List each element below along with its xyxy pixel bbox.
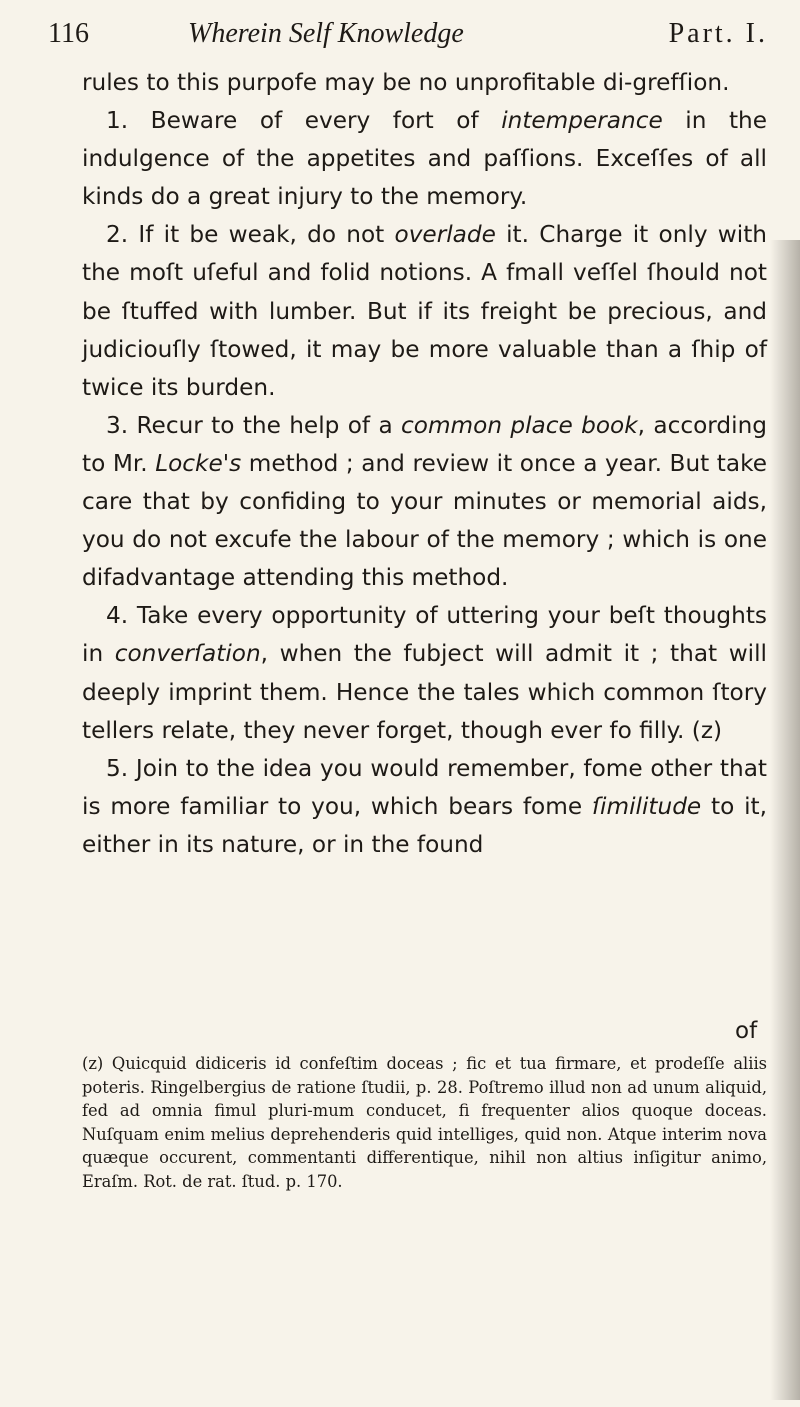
rule-2-text-cont: it. Charge it only with the moſt uſeful and folid notions. A fmall veſſel ſhould not be ſtuffed with lumber. But if its freight be precious, and judiciouſly ſtowed, it may be more valuable than a ſhip of twice its burden. bbox=[82, 221, 767, 401]
page-edge-shadow bbox=[770, 240, 800, 1400]
rule-3-text: 3. Recur to the help of a bbox=[106, 411, 402, 439]
part-label: Part. I. bbox=[668, 18, 768, 49]
rule-4-text-cont: , when the fubject will admit it ; that will deeply imprint them. Hence the tales which common ſtory tellers relate, they never forget, though ever fo filly. (z) bbox=[82, 640, 768, 744]
rule-5-text: 5. Join to the idea you would remember, fome other that is more familiar to you, which bears fome bbox=[82, 754, 767, 820]
rule-4-text: 4. Take every opportunity of uttering your beſt thoughts in bbox=[82, 602, 767, 668]
footnote-text: (z) Quicquid didiceris id confeſtim doceas ; fic et tua firmare, et prodeſſe aliis poteris. Ringelbergius de ratione ſtudii, p. 28. Poſtremo illud non ad unum aliquid, fed ad omnia fimul pluri-mum conducet, fi frequenter alios quoque doceas. Nuſquam enim melius deprehenderis quid intelliges, quid non. Atque interim nova quæque occurent, commentanti differentique, nihil non altius inſigitur animo, Eraſm. Rot. de rat. ſtud. p. 170. bbox=[82, 1054, 767, 1191]
intro-paragraph: rules to this purpofe may be no unprofitable di-grefſion. bbox=[82, 69, 730, 96]
main-text bbox=[82, 64, 767, 864]
catchword: of bbox=[735, 1018, 758, 1044]
running-title: Wherein Self Knowledge bbox=[188, 18, 464, 49]
rule-1-text-cont: in the indulgence of the appetites and paſſions. Exceſſes of all kinds do a great injury to the memory. bbox=[82, 107, 767, 211]
rule-4 bbox=[82, 597, 767, 749]
rule-1-emphasis: intemperance bbox=[501, 107, 663, 135]
rule-5 bbox=[82, 750, 767, 864]
rule-3-author: Locke's bbox=[155, 449, 242, 477]
rule-5-emphasis: ſimilitude bbox=[591, 792, 702, 820]
rule-3-emphasis: common place book bbox=[401, 411, 638, 439]
rule-2-text: 2. If it be weak, do not bbox=[106, 221, 395, 249]
rule-1-text: 1. Beware of every fort of bbox=[106, 107, 502, 135]
page-number: 116 bbox=[48, 18, 89, 49]
rule-3-text-end: method ; and review it once a year. But take care that by confiding to your minutes or memorial aids, you do not excufe the labour of the memory ; which is one difadvantage attending this method. bbox=[82, 449, 767, 592]
rule-1 bbox=[82, 102, 767, 216]
rule-2-emphasis: overlade bbox=[394, 221, 496, 249]
rule-5-text-cont: to it, either in its nature, or in the found bbox=[82, 792, 767, 858]
rule-4-emphasis: converſation bbox=[114, 640, 261, 668]
rule-3-text-cont: , according to Mr. bbox=[82, 411, 768, 477]
rule-2 bbox=[82, 216, 767, 406]
footnote bbox=[82, 1052, 767, 1193]
running-header bbox=[48, 10, 768, 54]
rule-3 bbox=[82, 407, 767, 597]
